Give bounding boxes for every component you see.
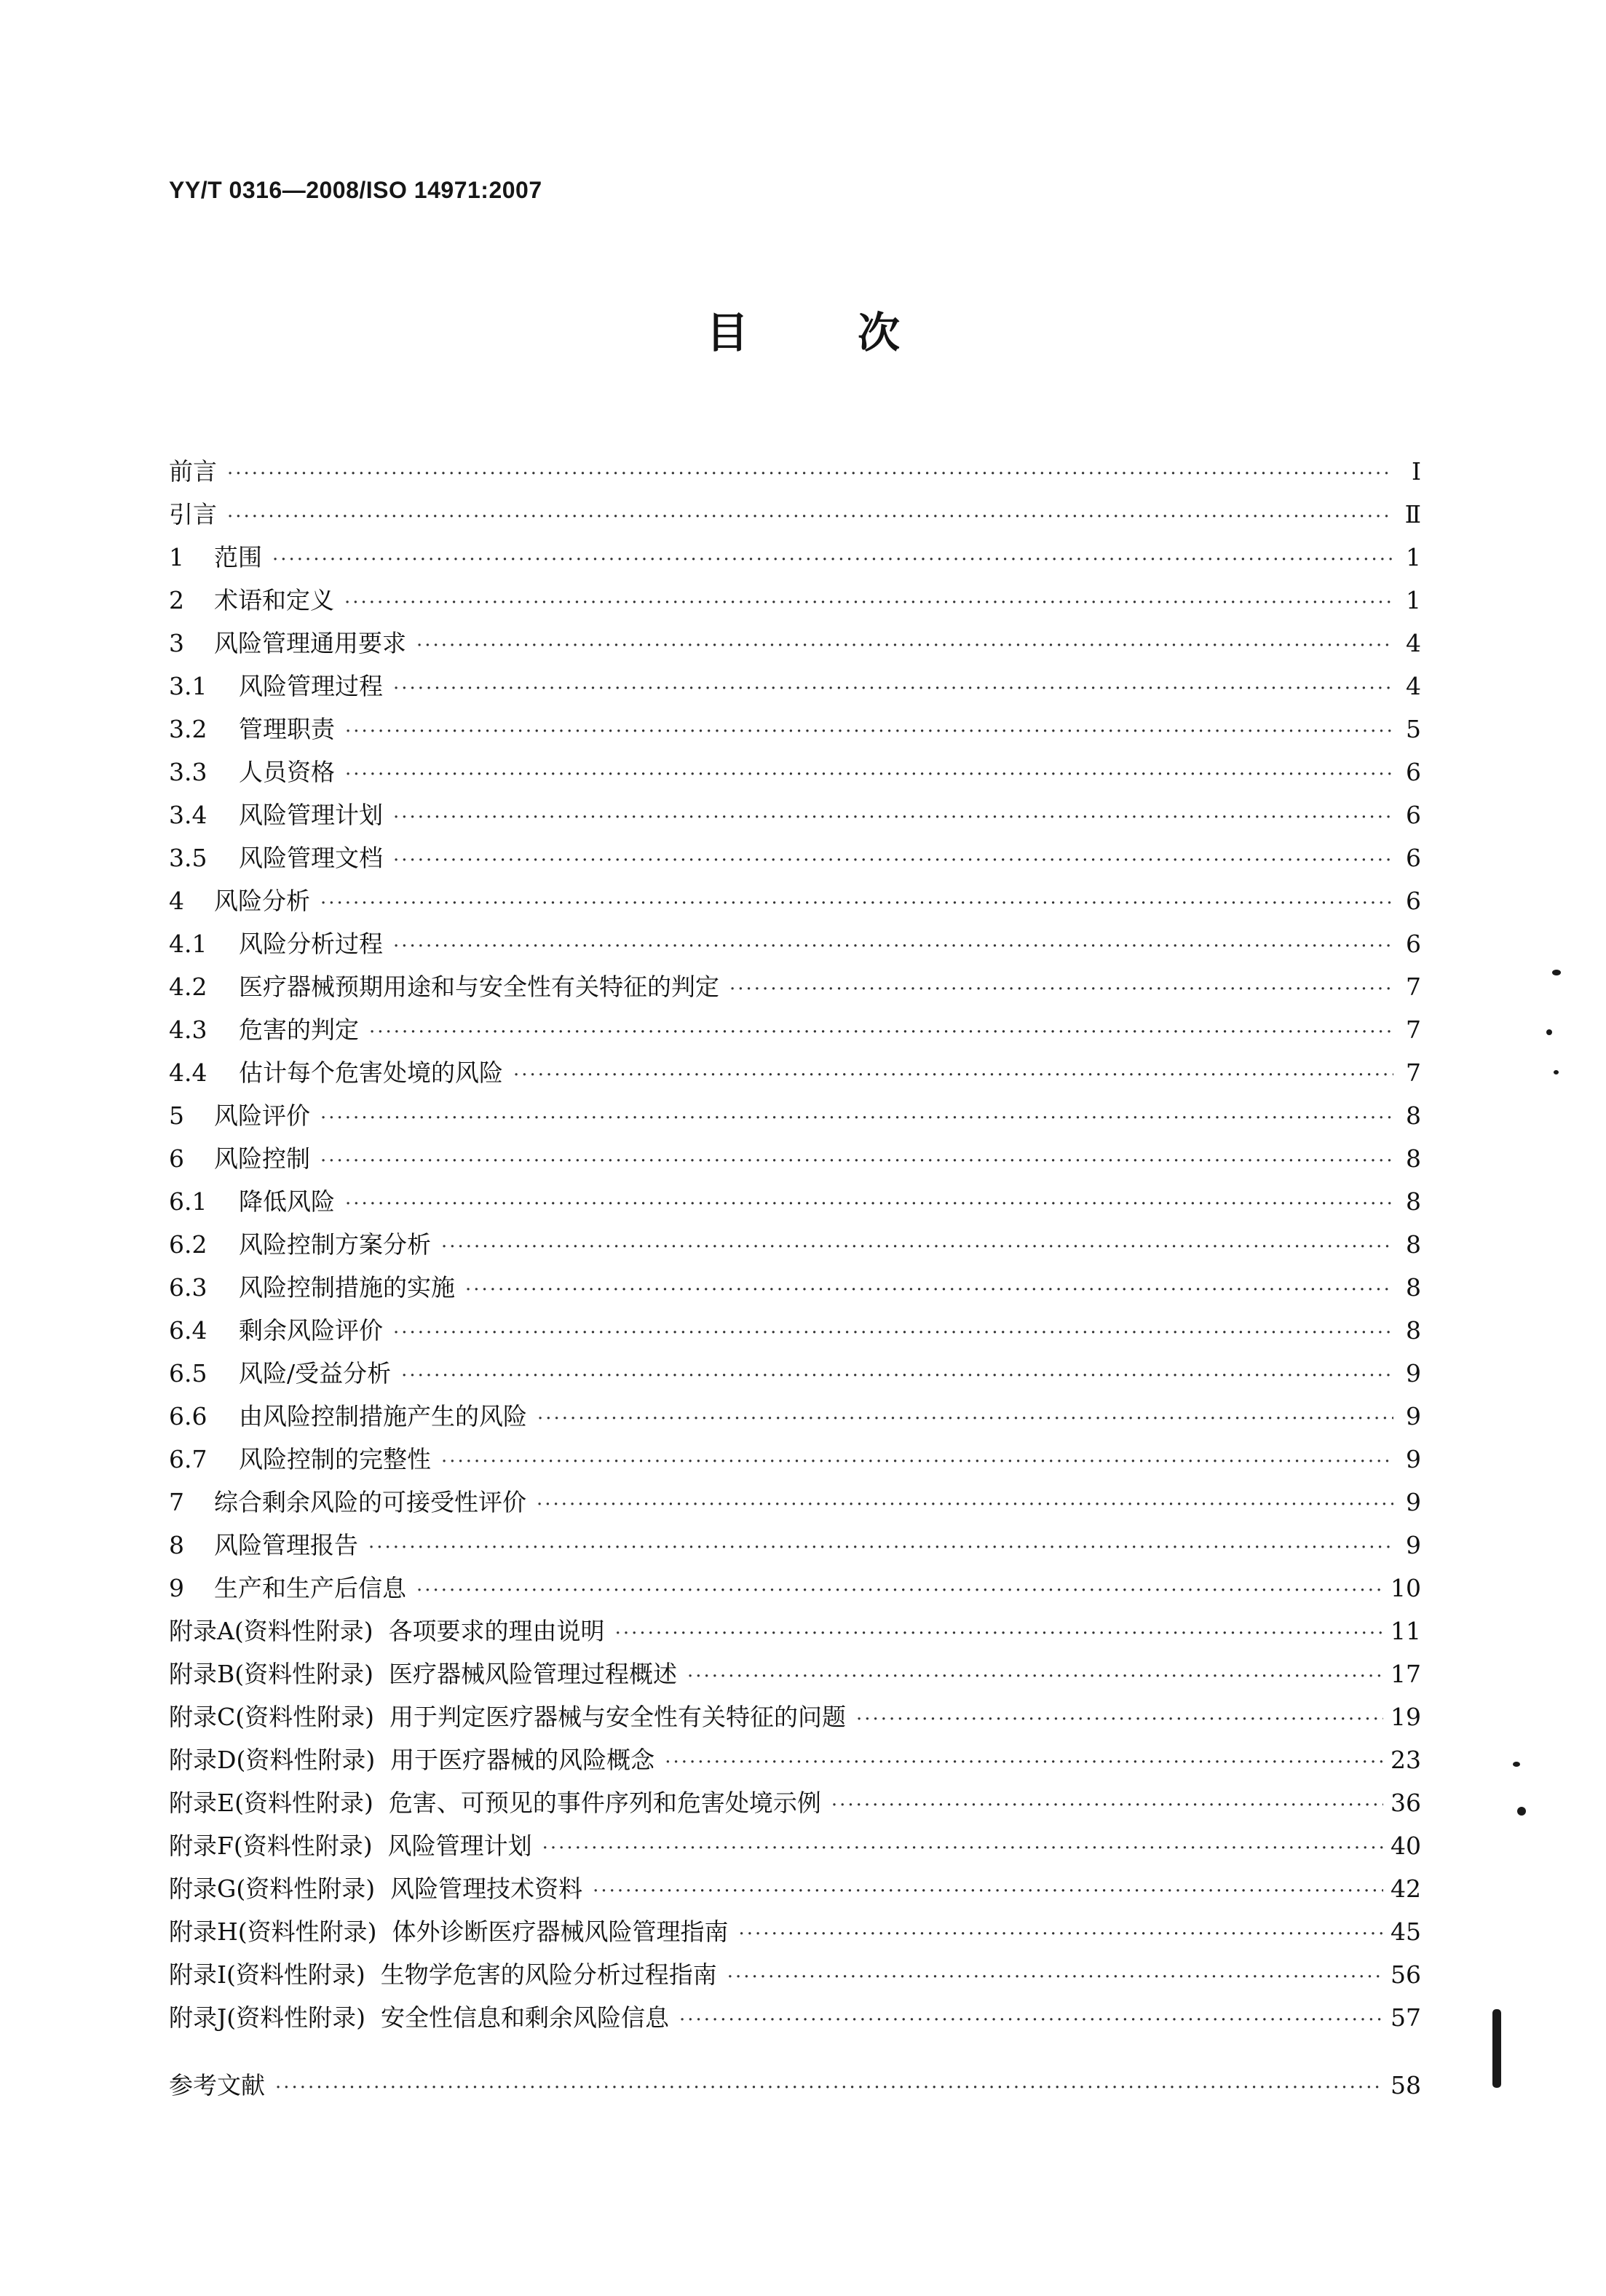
toc-entry-label: 危害的判定 <box>239 1016 359 1044</box>
toc-entry-page: 10 <box>1391 1574 1421 1602</box>
toc-entry-label: 估计每个危害处境的风险 <box>239 1058 503 1087</box>
toc-entry-label: 风险控制措施的实施 <box>239 1273 455 1302</box>
toc-entry <box>169 1180 1421 1223</box>
toc-entry-label: 附录J(资料性附录) 安全性信息和剩余风险信息 <box>169 2003 669 2032</box>
toc-entry <box>169 579 1421 622</box>
toc-entry-page: 6 <box>1406 930 1421 958</box>
toc-entry-label: 风险控制 <box>214 1144 310 1173</box>
toc-entry <box>169 1953 1421 1996</box>
toc-dot-leader <box>465 1269 1393 1312</box>
toc-entry-label: 管理职责 <box>239 715 335 743</box>
toc-dot-leader <box>856 1698 1383 1741</box>
toc-entry-page: 8 <box>1406 1187 1421 1216</box>
toc-entry-page: 58 <box>1391 2071 1421 2099</box>
toc-dot-leader <box>513 1054 1393 1097</box>
scan-speck <box>1513 1762 1520 1767</box>
toc-entry <box>169 708 1421 751</box>
toc-entry-label: 附录B(资料性附录) 医疗器械风险管理过程概述 <box>169 1660 677 1688</box>
toc-entry <box>169 751 1421 793</box>
toc-entry <box>169 922 1421 965</box>
toc-entry <box>169 1352 1421 1395</box>
toc-entry <box>169 450 1421 493</box>
toc-entry <box>169 793 1421 836</box>
toc-entry-page: 8 <box>1406 1101 1421 1130</box>
toc-entry-page: 17 <box>1391 1660 1421 1688</box>
toc-entry-number: 6.7 <box>169 1445 207 1473</box>
toc-entry <box>169 1137 1421 1180</box>
toc-dot-leader <box>416 625 1393 668</box>
toc-dot-leader <box>344 582 1393 625</box>
toc-entry-number: 3.5 <box>169 844 207 872</box>
toc-entry <box>169 493 1421 536</box>
toc-entry <box>169 1996 1421 2039</box>
toc-entry <box>169 1008 1421 1051</box>
toc-entry-label: 风险管理计划 <box>239 801 383 829</box>
toc-entry <box>169 1438 1421 1481</box>
toc-entry <box>169 879 1421 922</box>
toc-entry-page: I <box>1411 457 1421 486</box>
scan-speck <box>1554 1070 1559 1074</box>
toc-entry-label: 附录I(资料性附录) 生物学危害的风险分析过程指南 <box>169 1960 717 1989</box>
toc-entry <box>169 1652 1421 1695</box>
toc-entry-number: 7 <box>169 1488 184 1516</box>
toc-dot-leader <box>393 925 1393 968</box>
toc-entry-page: 8 <box>1406 1144 1421 1173</box>
toc-entry-page: 8 <box>1406 1230 1421 1259</box>
toc-entry <box>169 536 1421 579</box>
toc-entry-page: 6 <box>1406 758 1421 786</box>
toc-dot-leader <box>665 1741 1383 1784</box>
toc-entry-page: 8 <box>1406 1316 1421 1345</box>
toc-dot-leader <box>368 1527 1393 1569</box>
toc-entry-page: 45 <box>1391 1917 1421 1946</box>
toc-entry-number: 6 <box>169 1144 184 1173</box>
toc-entry-label: 医疗器械预期用途和与安全性有关特征的判定 <box>239 973 719 1001</box>
table-of-contents <box>169 450 1421 2107</box>
toc-dot-leader <box>393 668 1393 710</box>
toc-entry-number: 1 <box>169 543 184 571</box>
toc-dot-leader <box>275 2067 1383 2110</box>
toc-entry-page: 9 <box>1406 1445 1421 1473</box>
toc-entry-number: 8 <box>169 1531 184 1559</box>
toc-entry-label: 术语和定义 <box>214 586 334 614</box>
toc-entry-label: 生产和生产后信息 <box>214 1574 406 1602</box>
toc-entry-page: 23 <box>1391 1746 1421 1774</box>
toc-entry-number: 4 <box>169 887 184 915</box>
toc-entry-number: 4.1 <box>169 930 207 958</box>
scan-speck <box>1546 1029 1552 1035</box>
toc-entry-label: 由风险控制措施产生的风险 <box>239 1402 527 1430</box>
toc-entry <box>169 1266 1421 1309</box>
toc-entry-page: 9 <box>1406 1488 1421 1516</box>
toc-entry-page: 1 <box>1406 586 1421 614</box>
toc-entry-page: 4 <box>1406 629 1421 657</box>
toc-entry-number: 9 <box>169 1574 184 1602</box>
toc-entry-page: 19 <box>1391 1703 1421 1731</box>
toc-dot-leader <box>727 1956 1383 1999</box>
toc-entry <box>169 1051 1421 1094</box>
toc-entry-label: 附录A(资料性附录) 各项要求的理由说明 <box>169 1617 605 1645</box>
toc-entry <box>169 1738 1421 1781</box>
toc-entry <box>169 1223 1421 1266</box>
toc-entry-number: 3.2 <box>169 715 207 743</box>
toc-entry <box>169 665 1421 708</box>
toc-dot-leader <box>227 496 1393 539</box>
toc-dot-leader <box>393 796 1393 839</box>
toc-dot-leader <box>687 1655 1383 1698</box>
toc-entry-page: 7 <box>1406 973 1421 1001</box>
toc-dot-leader <box>369 1011 1393 1054</box>
toc-entry-label: 风险管理过程 <box>239 672 383 700</box>
toc-entry <box>169 1695 1421 1738</box>
toc-dot-leader <box>393 839 1393 882</box>
toc-entry <box>169 622 1421 665</box>
toc-dot-leader <box>441 1226 1393 1269</box>
toc-entry-number: 6.5 <box>169 1359 207 1388</box>
toc-entry-label: 综合剩余风险的可接受性评价 <box>214 1488 526 1516</box>
toc-entry-page: 1 <box>1406 543 1421 571</box>
toc-entry <box>169 1867 1421 1910</box>
toc-entry <box>169 1910 1421 1953</box>
toc-entry <box>169 2064 1421 2107</box>
toc-entry-label: 风险分析过程 <box>239 930 383 958</box>
toc-entry-page: 9 <box>1406 1402 1421 1430</box>
toc-entry-number: 6.3 <box>169 1273 207 1302</box>
toc-dot-leader <box>345 1183 1393 1226</box>
toc-entry-label: 风险管理通用要求 <box>214 629 406 657</box>
toc-entry-label: 风险控制方案分析 <box>239 1230 431 1259</box>
toc-dot-leader <box>679 1999 1383 2042</box>
toc-entry-page: 42 <box>1391 1875 1421 1903</box>
toc-dot-leader <box>320 1140 1393 1183</box>
toc-entry-label: 附录E(资料性附录) 危害、可预见的事件序列和危害处境示例 <box>169 1789 821 1817</box>
toc-entry <box>169 836 1421 879</box>
toc-entry-number: 6.6 <box>169 1402 207 1430</box>
toc-dot-leader <box>729 968 1393 1011</box>
toc-entry-label: 附录H(资料性附录) 体外诊断医疗器械风险管理指南 <box>169 1917 729 1946</box>
toc-entry-number: 3.1 <box>169 672 207 700</box>
toc-entry-label: 附录D(资料性附录) 用于医疗器械的风险概念 <box>169 1746 655 1774</box>
toc-entry <box>169 965 1421 1008</box>
toc-entry-label: 风险控制的完整性 <box>239 1445 431 1473</box>
toc-dot-leader <box>416 1569 1383 1612</box>
toc-entry <box>169 1309 1421 1352</box>
toc-entry-label: 人员资格 <box>239 758 335 786</box>
toc-entry-page: 36 <box>1391 1789 1421 1817</box>
toc-entry-page: 40 <box>1391 1832 1421 1860</box>
toc-entry-number: 6.2 <box>169 1230 207 1259</box>
toc-dot-leader <box>345 753 1393 796</box>
toc-entry-label: 附录C(资料性附录) 用于判定医疗器械与安全性有关特征的问题 <box>169 1703 846 1731</box>
toc-entry-page: 7 <box>1406 1058 1421 1087</box>
toc-dot-leader <box>537 1398 1393 1441</box>
toc-dot-leader <box>593 1870 1383 1913</box>
toc-dot-leader <box>542 1827 1383 1870</box>
toc-entry-number: 4.3 <box>169 1016 207 1044</box>
toc-entry-page: 5 <box>1406 715 1421 743</box>
toc-entry-page: 9 <box>1406 1531 1421 1559</box>
toc-entry-label: 降低风险 <box>239 1187 335 1216</box>
toc-entry-page: 57 <box>1391 2003 1421 2032</box>
toc-entry-number: 6.4 <box>169 1316 207 1345</box>
toc-entry-number: 4.2 <box>169 973 207 1001</box>
toc-entry <box>169 1781 1421 1824</box>
scan-speck <box>1552 970 1561 975</box>
toc-entry-label: 风险管理报告 <box>214 1531 358 1559</box>
toc-dot-leader <box>441 1441 1393 1484</box>
toc-dot-leader <box>831 1784 1383 1827</box>
toc-dot-leader <box>227 453 1393 496</box>
toc-dot-leader <box>272 539 1393 582</box>
toc-entry-page: 56 <box>1391 1960 1421 1989</box>
toc-entry-page: 7 <box>1406 1016 1421 1044</box>
toc-entry-label: 附录F(资料性附录) 风险管理计划 <box>169 1832 532 1860</box>
toc-dot-leader <box>345 710 1393 753</box>
toc-entry-number: 6.1 <box>169 1187 207 1216</box>
toc-dot-leader <box>393 1312 1393 1355</box>
toc-entry-page: 4 <box>1406 672 1421 700</box>
toc-entry <box>169 1395 1421 1438</box>
toc-dot-leader <box>537 1484 1393 1527</box>
toc-dot-leader <box>320 882 1393 925</box>
toc-entry-label: 风险管理文档 <box>239 844 383 872</box>
toc-dot-leader <box>615 1612 1383 1655</box>
toc-entry-number: 5 <box>169 1101 184 1130</box>
toc-dot-leader <box>320 1097 1393 1140</box>
standard-code-header: YY/T 0316—2008/ISO 14971:2007 <box>169 177 542 203</box>
toc-entry-page: 6 <box>1406 801 1421 829</box>
toc-entry-page: 9 <box>1406 1359 1421 1388</box>
toc-entry-page: 6 <box>1406 844 1421 872</box>
toc-title: 目次 <box>705 308 1009 357</box>
toc-entry-number: 3 <box>169 629 184 657</box>
toc-entry-number: 2 <box>169 586 184 614</box>
scan-speck <box>1517 1807 1526 1816</box>
toc-entry-page: 6 <box>1406 887 1421 915</box>
toc-entry-label: 风险分析 <box>214 887 310 915</box>
toc-entry <box>169 1824 1421 1867</box>
toc-entry-label: 参考文献 <box>169 2071 265 2099</box>
toc-entry-label: 前言 <box>169 457 217 486</box>
toc-entry-page: 11 <box>1391 1617 1421 1645</box>
toc-entry-label: 引言 <box>169 500 217 529</box>
toc-entry-page: Ⅱ <box>1404 500 1421 529</box>
toc-entry-label: 范围 <box>214 543 262 571</box>
toc-entry-label: 剩余风险评价 <box>239 1316 383 1345</box>
scan-speck <box>1492 2009 1501 2088</box>
toc-entry <box>169 1524 1421 1567</box>
toc-dot-leader <box>739 1913 1383 1956</box>
toc-entry-label: 附录G(资料性附录) 风险管理技术资料 <box>169 1875 583 1903</box>
toc-entry <box>169 1481 1421 1524</box>
toc-entry <box>169 1610 1421 1652</box>
toc-entry-number: 3.4 <box>169 801 207 829</box>
toc-entry-number: 4.4 <box>169 1058 207 1087</box>
toc-entry-label: 风险评价 <box>214 1101 310 1130</box>
toc-entry-page: 8 <box>1406 1273 1421 1302</box>
toc-entry-number: 3.3 <box>169 758 207 786</box>
toc-dot-leader <box>401 1355 1393 1398</box>
toc-entry-label: 风险/受益分析 <box>239 1359 392 1388</box>
toc-entry <box>169 1094 1421 1137</box>
toc-entry <box>169 1567 1421 1610</box>
